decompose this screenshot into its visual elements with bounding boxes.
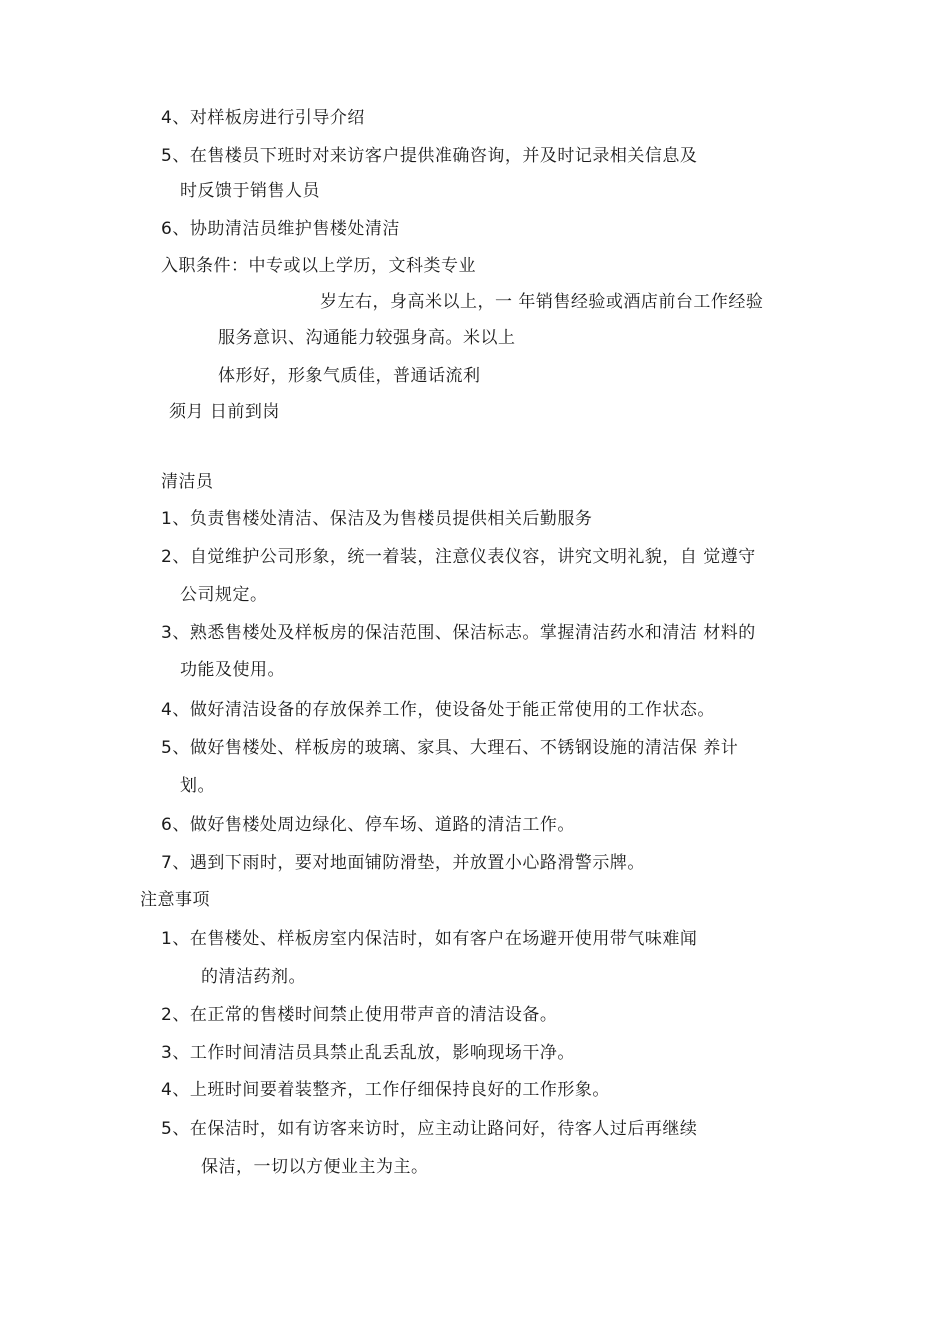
cleaner-title: 清洁员 [161, 472, 214, 492]
cleaner-item-2: 2、自觉维护公司形象，统一着装，注意仪表仪容，讲究文明礼貌，自 觉遵守 [161, 547, 756, 567]
notes-item-1-cont: 的清洁药剂。 [201, 967, 306, 987]
notes-item-1: 1、在售楼处、样板房室内保洁时，如有客户在场避开使用带气味难闻 [161, 929, 698, 949]
notes-item-5-cont: 保洁，一切以方便业主为主。 [201, 1157, 429, 1177]
requirements-line-3: 体形好，形象气质佳，普通话流利 [218, 366, 481, 386]
reception-duty-item-5: 5、在售楼员下班时对来访客户提供准确咨询，并及时记录相关信息及 [161, 146, 698, 166]
requirements-line-4: 须月 日前到岗 [169, 402, 280, 422]
requirements-heading: 入职条件：中专或以上学历，文科类专业 [161, 256, 476, 276]
cleaner-item-5-cont: 划。 [180, 776, 215, 796]
reception-duty-item-4: 4、对样板房进行引导介绍 [161, 108, 365, 128]
cleaner-item-3-cont: 功能及使用。 [180, 660, 285, 680]
cleaner-item-7: 7、遇到下雨时，要对地面铺防滑垫，并放置小心路滑警示牌。 [161, 853, 645, 873]
notes-item-4: 4、上班时间要着装整齐，工作仔细保持良好的工作形象。 [161, 1080, 610, 1100]
notes-item-5: 5、在保洁时，如有访客来访时，应主动让路问好，待客人过后再继续 [161, 1119, 698, 1139]
cleaner-item-2-cont: 公司规定。 [180, 585, 268, 605]
cleaner-item-1: 1、负责售楼处清洁、保洁及为售楼员提供相关后勤服务 [161, 509, 593, 529]
cleaner-item-5: 5、做好售楼处、样板房的玻璃、家具、大理石、不锈钢设施的清洁保 养计 [161, 738, 739, 758]
reception-duty-item-5-cont: 时反馈于销售人员 [180, 181, 320, 201]
requirements-line-2: 服务意识、沟通能力较强身高。米以上 [218, 328, 516, 348]
cleaner-item-3: 3、熟悉售楼处及样板房的保洁范围、保洁标志。掌握清洁药水和清洁 材料的 [161, 623, 756, 643]
cleaner-item-4: 4、做好清洁设备的存放保养工作，使设备处于能正常使用的工作状态。 [161, 700, 715, 720]
notes-title: 注意事项 [140, 890, 210, 910]
notes-item-3: 3、工作时间清洁员具禁止乱丢乱放，影响现场干净。 [161, 1043, 575, 1063]
notes-item-2: 2、在正常的售楼时间禁止使用带声音的清洁设备。 [161, 1005, 558, 1025]
reception-duty-item-6: 6、协助清洁员维护售楼处清洁 [161, 219, 400, 239]
cleaner-item-6: 6、做好售楼处周边绿化、停车场、道路的清洁工作。 [161, 815, 575, 835]
requirements-line-1: 岁左右，身高米以上，一 年销售经验或酒店前台工作经验 [320, 292, 764, 312]
